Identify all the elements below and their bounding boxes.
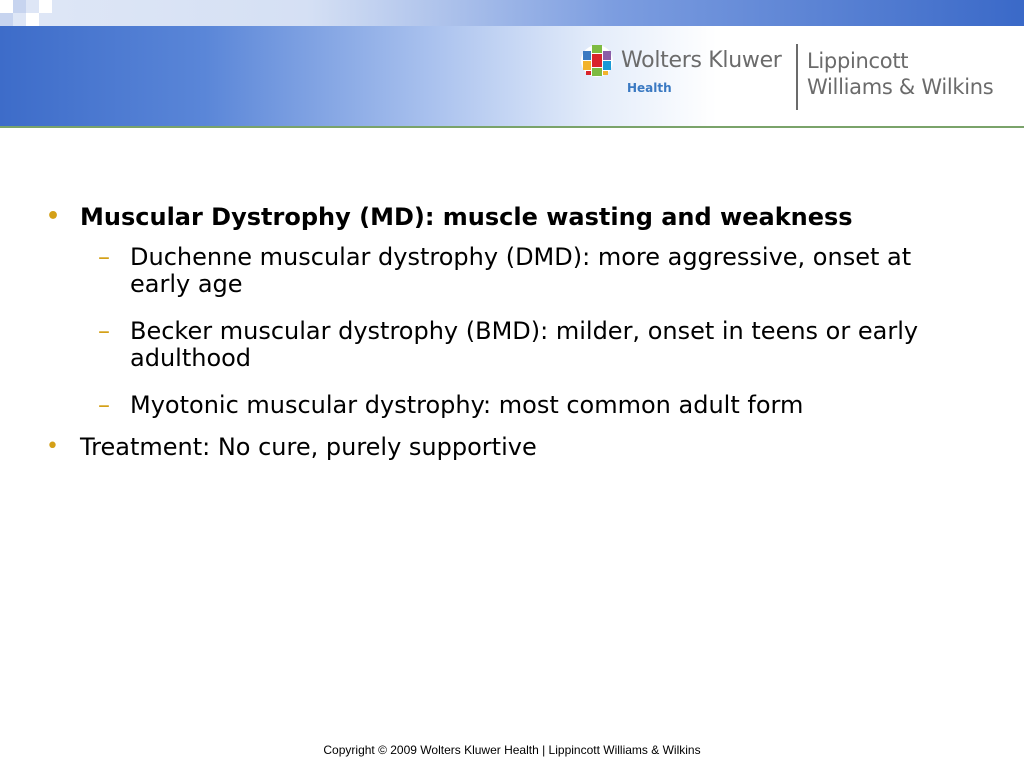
logo-imprint-line1: Lippincott: [807, 49, 909, 73]
sub-bullet-item: [46, 244, 976, 298]
sub-bullet-text: Myotonic muscular dystrophy: most common adult form: [130, 391, 804, 419]
sub-bullet-text: Duchenne muscular dystrophy (DMD): more aggressive, onset at early age: [130, 243, 912, 298]
logo-imprint: [807, 48, 993, 100]
bullet-icon: •: [46, 434, 59, 459]
header-top-strip: [0, 0, 1024, 26]
sub-bullet-item: [46, 318, 976, 372]
logo-imprint-line2: Williams & Wilkins: [807, 75, 994, 99]
bullet-item: [46, 203, 976, 231]
copyright-footer: Copyright © 2009 Wolters Kluwer Health | Lippincott Williams & Wilkins: [323, 743, 701, 757]
header-divider-rule: [0, 126, 1024, 128]
sub-bullet-item: [46, 392, 976, 419]
bullet-text: Muscular Dystrophy (MD): muscle wasting and weakness: [80, 203, 853, 231]
dash-icon: –: [98, 243, 110, 271]
wolters-kluwer-globe-icon: [580, 44, 614, 78]
logo-company-name: Wolters Kluwer: [621, 48, 782, 73]
publisher-logo: [580, 42, 1020, 112]
logo-division-name: Health: [627, 81, 672, 95]
bullet-icon: •: [46, 204, 61, 229]
bullet-text: Treatment: No cure, purely supportive: [80, 433, 537, 461]
header-squares-decoration: [0, 0, 60, 26]
sub-bullet-list: [46, 244, 976, 419]
bullet-item: [46, 433, 976, 461]
slide-body: [46, 203, 976, 481]
logo-divider: [796, 44, 798, 110]
dash-icon: –: [98, 317, 110, 345]
sub-bullet-text: Becker muscular dystrophy (BMD): milder, onset in teens or early adulthood: [130, 317, 919, 372]
dash-icon: –: [98, 391, 110, 419]
